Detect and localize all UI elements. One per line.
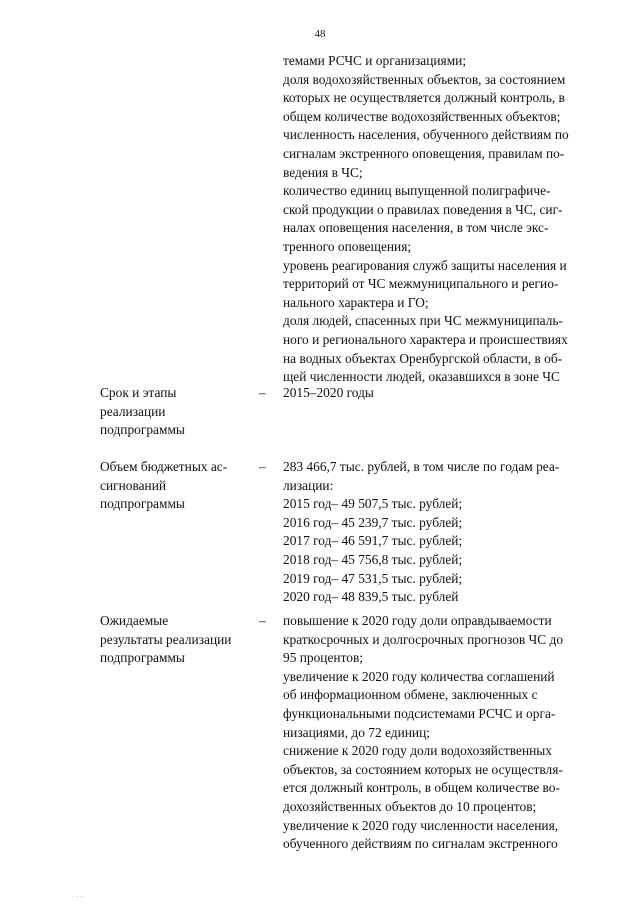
text-line: доля людей, спасенных при ЧС межмуниципаль- — [283, 313, 563, 329]
value-line: 2017 год– 46 591,7 тыс. рублей; — [283, 533, 463, 549]
scan-mark: · · · — [72, 893, 83, 901]
value-line: краткосрочных и долгосрочных прогнозов ЧС до — [283, 631, 564, 647]
label-line: реализации — [100, 403, 166, 419]
value-line: 2015 год– 49 507,5 тыс. рублей; — [283, 496, 463, 512]
value-line: увеличение к 2020 году численности населения, — [283, 817, 559, 833]
label-line: Ожидаемые — [100, 613, 169, 628]
label-line: сигнований — [100, 477, 167, 493]
row-label-budget — [100, 458, 250, 514]
value-line: 2018 год– 45 756,8 тыс. рублей; — [283, 551, 463, 567]
value-line: увеличение к 2020 году количества соглашений — [283, 668, 555, 684]
text-line: тренного оповещения; — [283, 238, 412, 254]
label-line: подпрограммы — [100, 422, 185, 438]
row-label-term — [100, 384, 250, 440]
row-value-term — [283, 384, 600, 403]
text-line: общем количестве водохозяйственных объектов; — [283, 108, 561, 124]
value-line: 283 466,7 тыс. рублей, в том числе по годам реа- — [283, 459, 560, 474]
value-line: дохозяйственных объектов до 10 процентов; — [283, 798, 537, 814]
text-line: нального характера и ГО; — [283, 294, 429, 310]
value-line: лизации: — [283, 477, 334, 493]
value-line: 2016 год– 45 239,7 тыс. рублей; — [283, 514, 463, 530]
value-line: повышение к 2020 году доли оправдываемости — [283, 613, 552, 628]
value-line: 95 процентов; — [283, 650, 363, 666]
row-dash: – — [259, 613, 266, 628]
value-line: ется должный контроль, в общем количестве во- — [283, 780, 560, 796]
value-line: снижение к 2020 году доли водохозяйственных — [283, 743, 552, 759]
value-line: об информационном обмене, заключенных с — [283, 687, 538, 703]
text-line: которых не осуществляется должный контроль, в — [283, 90, 565, 106]
label-line: результаты реализации — [100, 631, 232, 647]
continuation-text — [283, 52, 600, 387]
text-line: численность населения, обученного действиям по — [283, 127, 569, 143]
text-line: доля водохозяйственных объектов, за состоянием — [283, 71, 566, 87]
value-line: 2019 год– 47 531,5 тыс. рублей; — [283, 570, 463, 586]
text-line: щей численности людей, оказавшихся в зоне ЧС — [283, 369, 560, 385]
text-line: на водных объектах Оренбургской области, в об- — [283, 350, 563, 366]
text-line: ного и регионального характера и происшествиях — [283, 331, 568, 347]
page-number: 48 — [314, 28, 326, 40]
text-line: сигналам экстренного оповещения, правилам по- — [283, 145, 565, 161]
row-label-results — [100, 612, 250, 668]
value-line: низациями, до 72 единиц; — [283, 724, 430, 740]
text-line: ведения в ЧС; — [283, 164, 363, 180]
text-line: количество единиц выпущенной полиграфиче- — [283, 183, 551, 199]
text-line: территорий от ЧС межмуниципального и регио- — [283, 276, 559, 292]
label-line: подпрограммы — [100, 650, 185, 666]
value-line: функциональными подсистемами РСЧС и орга- — [283, 705, 556, 721]
value-line: 2015–2020 годы — [283, 385, 374, 400]
label-line: Срок и этапы — [100, 385, 177, 400]
text-line: ской продукции о правилах поведения в ЧС, сиг- — [283, 201, 563, 217]
value-line: объектов, за состоянием которых не осуществля- — [283, 761, 563, 777]
value-line: обученного действиям по сигналам экстренного — [283, 836, 558, 852]
text-line: уровень реагирования служб защиты населения и — [283, 257, 567, 273]
row-dash: – — [259, 459, 266, 474]
text-line: темами РСЧС и организациями; — [283, 53, 467, 68]
row-value-results — [283, 612, 600, 854]
value-line: 2020 год– 48 839,5 тыс. рублей — [283, 589, 459, 605]
label-line: подпрограммы — [100, 496, 185, 512]
label-line: Объем бюджетных ас- — [100, 459, 228, 474]
row-dash: – — [259, 385, 266, 400]
row-value-budget — [283, 458, 600, 607]
text-line: налах оповещения населения, в том числе экс- — [283, 220, 549, 236]
